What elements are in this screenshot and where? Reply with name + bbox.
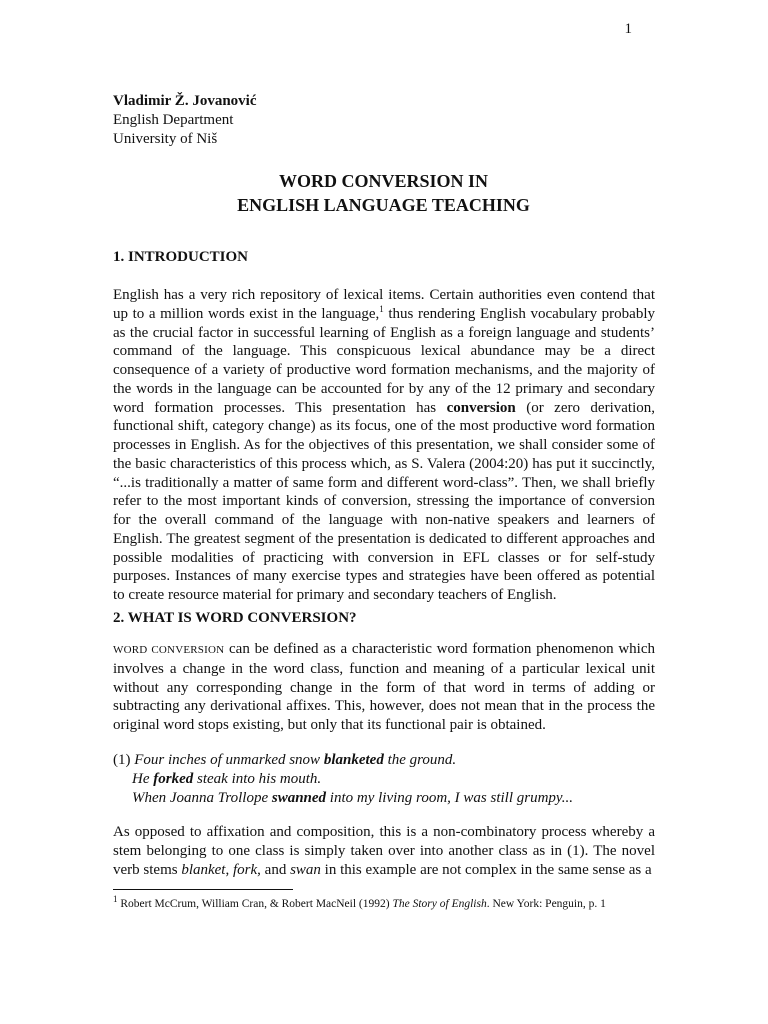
definition-paragraph <box>113 640 655 735</box>
author-block <box>113 92 256 149</box>
example-number: (1) <box>113 752 135 768</box>
text-run: (or zero derivation, functional shift, category change) as its focus, one of the most productive word formation processes in English. As for the objectives of this presentation, we shall consider some of the basic characteristics of this process which, as S. Valera (2004:20) has put it succinctly, “...is traditionally a matter of same form and different word-class”. Then, we shall briefly refer to the most important kinds of conversion, stressing the importance of conversion for the overall command of the language with non-native speakers and learners of English. The greatest segment of the presentation is dedicated to different approaches and possible modalities of practicing with conversion in EFL classes or for self-study purposes. Instances of many exercise types and strategies have been offered as potential to create resource material for primary and secondary teachers of English. <box>113 399 655 603</box>
author-name: Vladimir Ž. Jovanović <box>113 93 257 109</box>
text-run: , <box>225 861 233 878</box>
text-run: thus rendering English vocabulary probably as the crucial factor in successful learning of English as a foreign language and students’ command of the language. This conspicuous lexical abundance may be a direct consequence of a variety of productive word formation mechanisms, and the majority of the words in the language can be accounted for by any of the 12 primary and secondary word formation processes. This presentation has <box>113 305 655 416</box>
text-run: can be defined as a characteristic word formation phenomenon which involves a change in the word class, function and meaning of a particular lexical unit without any corresponding change in the form of that word in terms of adding or subtracting any derivational affixes. This, however, does not mean that in the process the original word stops existing, but only that its functional pair is obtained. <box>113 641 656 733</box>
text-run: When Joanna Trollope <box>132 790 272 806</box>
text-run: As opposed to affixation and composition, this is a non-combinatory process whereby a stem belonging to one class is simply taken over into another class as in (1). The novel verb stems <box>113 824 655 878</box>
text-run: into my living room, I was still grumpy... <box>326 790 573 806</box>
example-line-2 <box>113 770 655 789</box>
affixation-paragraph <box>113 823 655 879</box>
example-keyword: forked <box>153 771 194 787</box>
text-run: the ground. <box>383 752 457 768</box>
paper-title <box>113 169 654 217</box>
example-line-1 <box>113 751 655 770</box>
page-number: 1 <box>624 21 632 37</box>
text-run: Robert McCrum, William Cran, & Robert MacNeil (1992) <box>117 898 393 910</box>
introduction-paragraph <box>113 286 655 605</box>
text-run: in this example are not complex in the same sense as a <box>320 861 652 878</box>
section-heading-introduction: 1. INTRODUCTION <box>113 249 249 265</box>
example-keyword: swanned <box>271 790 327 806</box>
example-1 <box>113 751 655 808</box>
term-word-conversion: WORD CONVERSION <box>113 644 225 656</box>
footnote-1 <box>113 896 658 912</box>
author-university: University of Niš <box>113 131 218 147</box>
text-run: . New York: Penguin, p. 1 <box>486 898 606 910</box>
title-line-2: ENGLISH LANGUAGE TEACHING <box>237 195 530 215</box>
footnote-divider <box>113 889 293 890</box>
footnote-mark: 1 <box>113 894 118 905</box>
text-run: English has a very rich repository of lexical items. Certain authorities even contend that up to a million words exist in the language, <box>113 287 655 322</box>
example-word: swan <box>290 861 321 878</box>
example-word: fork <box>232 861 258 878</box>
text-run: steak into his mouth. <box>193 771 322 787</box>
example-keyword: blanketed <box>323 752 384 768</box>
section-heading-what-is-conversion: 2. WHAT IS WORD CONVERSION? <box>113 610 357 626</box>
text-run: He <box>132 771 154 787</box>
example-word: blanket <box>181 861 226 878</box>
text-run: Four inches of unmarked snow <box>134 752 324 768</box>
example-line-3 <box>113 789 655 808</box>
text-run: , and <box>257 861 291 878</box>
author-department: English Department <box>113 112 234 128</box>
cited-book-title: The Story of English <box>392 898 487 910</box>
title-line-1: WORD CONVERSION IN <box>278 171 489 191</box>
term-conversion: conversion <box>446 399 516 416</box>
footnote-reference: 1 <box>379 303 384 314</box>
